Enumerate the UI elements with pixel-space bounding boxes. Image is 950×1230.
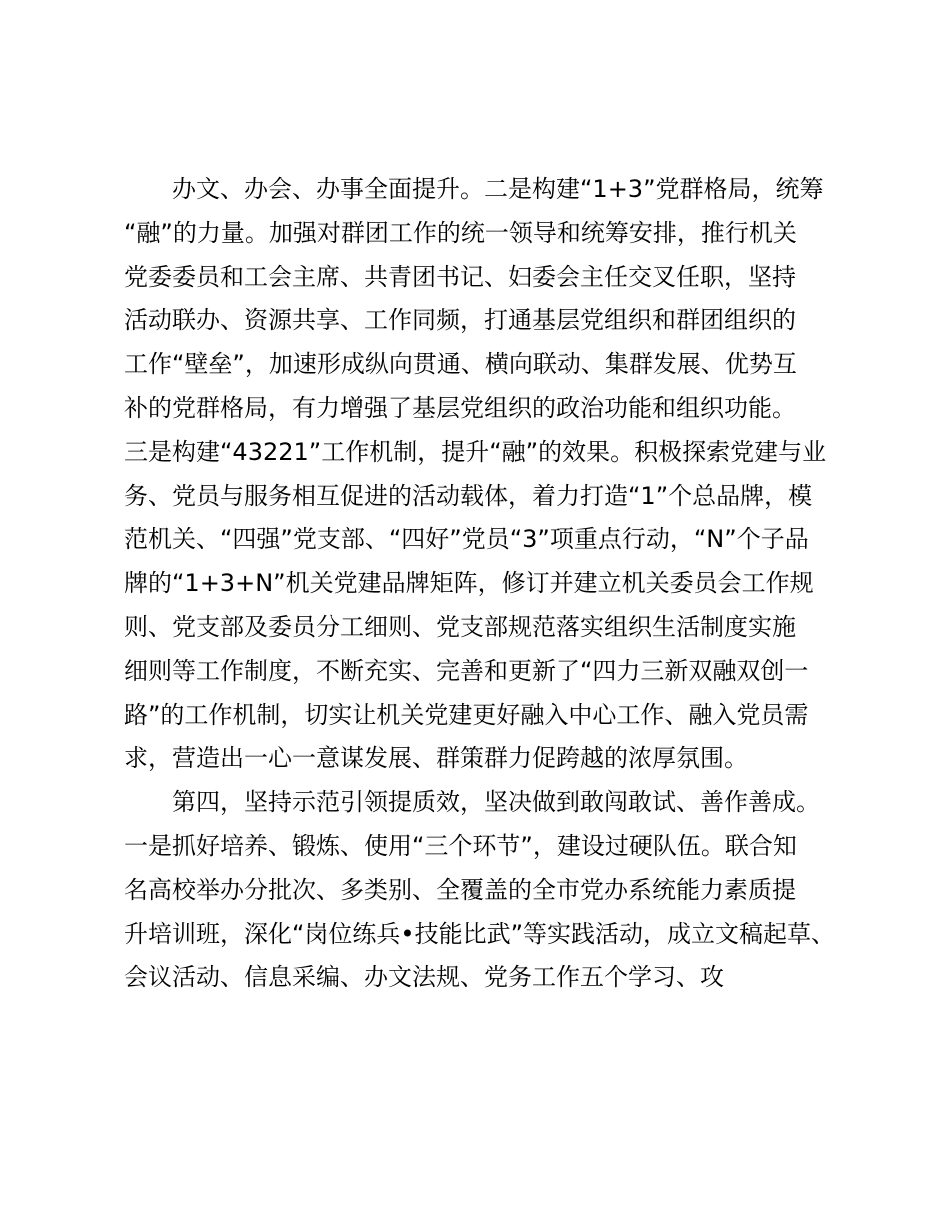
text-line: “融”的力量。加强对群团工作的统一领导和统筹安排，推行机关 bbox=[124, 218, 797, 247]
text-line: 名高校举办分批次、多类别、全覆盖的全市党办系统能力素质提 bbox=[124, 875, 796, 904]
text-line: 工作“壁垒”，加速形成纵向贯通、横向联动、集群发展、优势互 bbox=[124, 350, 797, 379]
text-line: 一是抓好培养、锻炼、使用“三个环节”，建设过硬队伍。联合知 bbox=[124, 831, 797, 860]
text-line: 活动联办、资源共享、工作同频，打通基层党组织和群团组织的 bbox=[124, 306, 796, 335]
text-line: 升培训班，深化“岗位练兵•技能比武”等实践活动，成立文稿起草、 bbox=[124, 919, 836, 948]
text-line: 办文、办会、办事全面提升。二是构建“1+3”党群格局，统筹 bbox=[172, 175, 824, 203]
text-line: 会议活动、信息采编、办文法规、党务工作五个学习、攻 bbox=[124, 963, 724, 992]
text-line: 细则等工作制度，不断充实、完善和更新了“四力三新双融双创一 bbox=[124, 656, 809, 685]
text-line: 则、党支部及委员分工细则、党支部规范落实组织生活制度实施 bbox=[124, 612, 796, 641]
text-line: 范机关、“四强”党支部、“四好”党员“3”项重点行动，“N”个子品 bbox=[124, 525, 809, 554]
text-line: 补的党群格局，有力增强了基层党组织的政治功能和组织功能。 bbox=[124, 393, 796, 422]
text-line: 求，营造出一心一意谋发展、群策群力促跨越的浓厚氛围。 bbox=[124, 744, 748, 773]
text-line: 牌的“1+3+N”机关党建品牌矩阵，修订并建立机关委员会工作规 bbox=[124, 569, 814, 598]
text-line: 三是构建“43221”工作机制，提升“融”的效果。积极探索党建与业 bbox=[124, 437, 827, 466]
text-line: 路”的工作机制，切实让机关党建更好融入中心工作、融入党员需 bbox=[124, 700, 809, 729]
text-line: 务、党员与服务相互促进的活动载体，着力打造“1”个总品牌，模 bbox=[124, 481, 813, 510]
paragraph-start-line: 第四，坚持示范引领提质效，坚决做到敢闯敢试、善作善成。 bbox=[172, 788, 820, 817]
document-body bbox=[124, 168, 854, 1000]
text-line: 党委委员和工会主席、共青团书记、妇委会主任交叉任职，坚持 bbox=[124, 262, 796, 291]
